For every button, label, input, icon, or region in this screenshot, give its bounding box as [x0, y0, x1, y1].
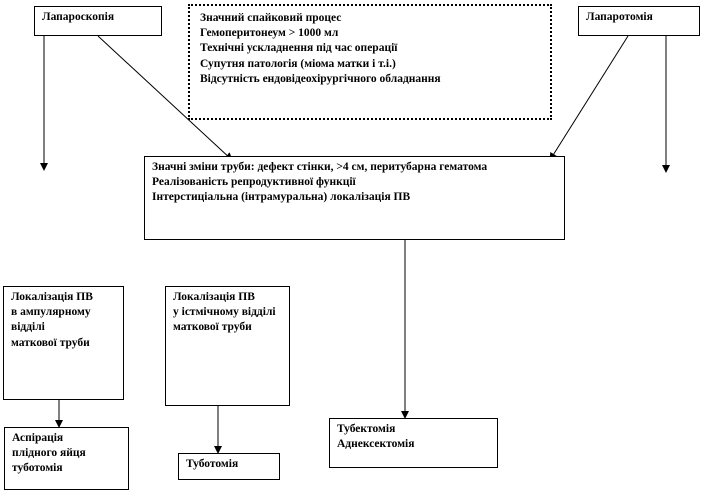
- indication-item: Інтерстиціальна (інтрамуральна) локалізація ПВ: [152, 191, 411, 204]
- aspiration-box: [4, 427, 129, 490]
- indication-item: Значні зміни труби: дефект стінки, >4 см, перитубарна гематома: [152, 161, 488, 173]
- contraindication-item: Супутня патологія (міома матки і т.і.): [200, 57, 396, 70]
- contraindications-box: [188, 4, 552, 120]
- tubotomy-label: Туботомія: [186, 458, 239, 470]
- contraindication-item: Відсутність ендовідеохірургічного обладнання: [200, 72, 441, 85]
- aspiration-line: плідного яйця: [12, 447, 86, 460]
- laparotomy-label: Лапаротомія: [586, 11, 653, 23]
- indication-item: Реалізованість репродуктивної функції: [152, 176, 356, 189]
- tubectomy-box: [329, 418, 498, 468]
- laparoscopy-label: Лапароскопія: [42, 11, 115, 23]
- aspiration-line: Аспірація: [12, 432, 64, 444]
- isthmic-line: маткової труби: [173, 321, 252, 334]
- contraindication-item: Технічні ускладнення під час операції: [200, 42, 398, 55]
- ampullary-line: маткової труби: [11, 336, 90, 349]
- tubectomy-line: Аднексектомія: [337, 438, 415, 451]
- ampullary-box: [3, 286, 124, 400]
- aspiration-line: туботомія: [12, 462, 63, 475]
- isthmic-box: [165, 286, 290, 406]
- laparotomy-box: [578, 6, 700, 36]
- arrow-laparotomy-to-indications: [550, 36, 628, 160]
- ampullary-line: в ампулярному відділі: [11, 306, 91, 334]
- isthmic-line: у істмічному відділі: [173, 306, 276, 319]
- tubectomy-line: Тубектомія: [337, 423, 396, 435]
- contraindication-item: Гемоперитонеум > 1000 мл: [200, 27, 339, 40]
- indications-box: [144, 156, 565, 240]
- laparoscopy-box: [34, 6, 162, 36]
- contraindication-item: Значний спайковий процес: [200, 12, 342, 24]
- ampullary-line: Локалізація ПВ: [11, 291, 93, 303]
- isthmic-line: Локалізація ПВ: [173, 291, 255, 303]
- tubotomy-box: [178, 453, 280, 480]
